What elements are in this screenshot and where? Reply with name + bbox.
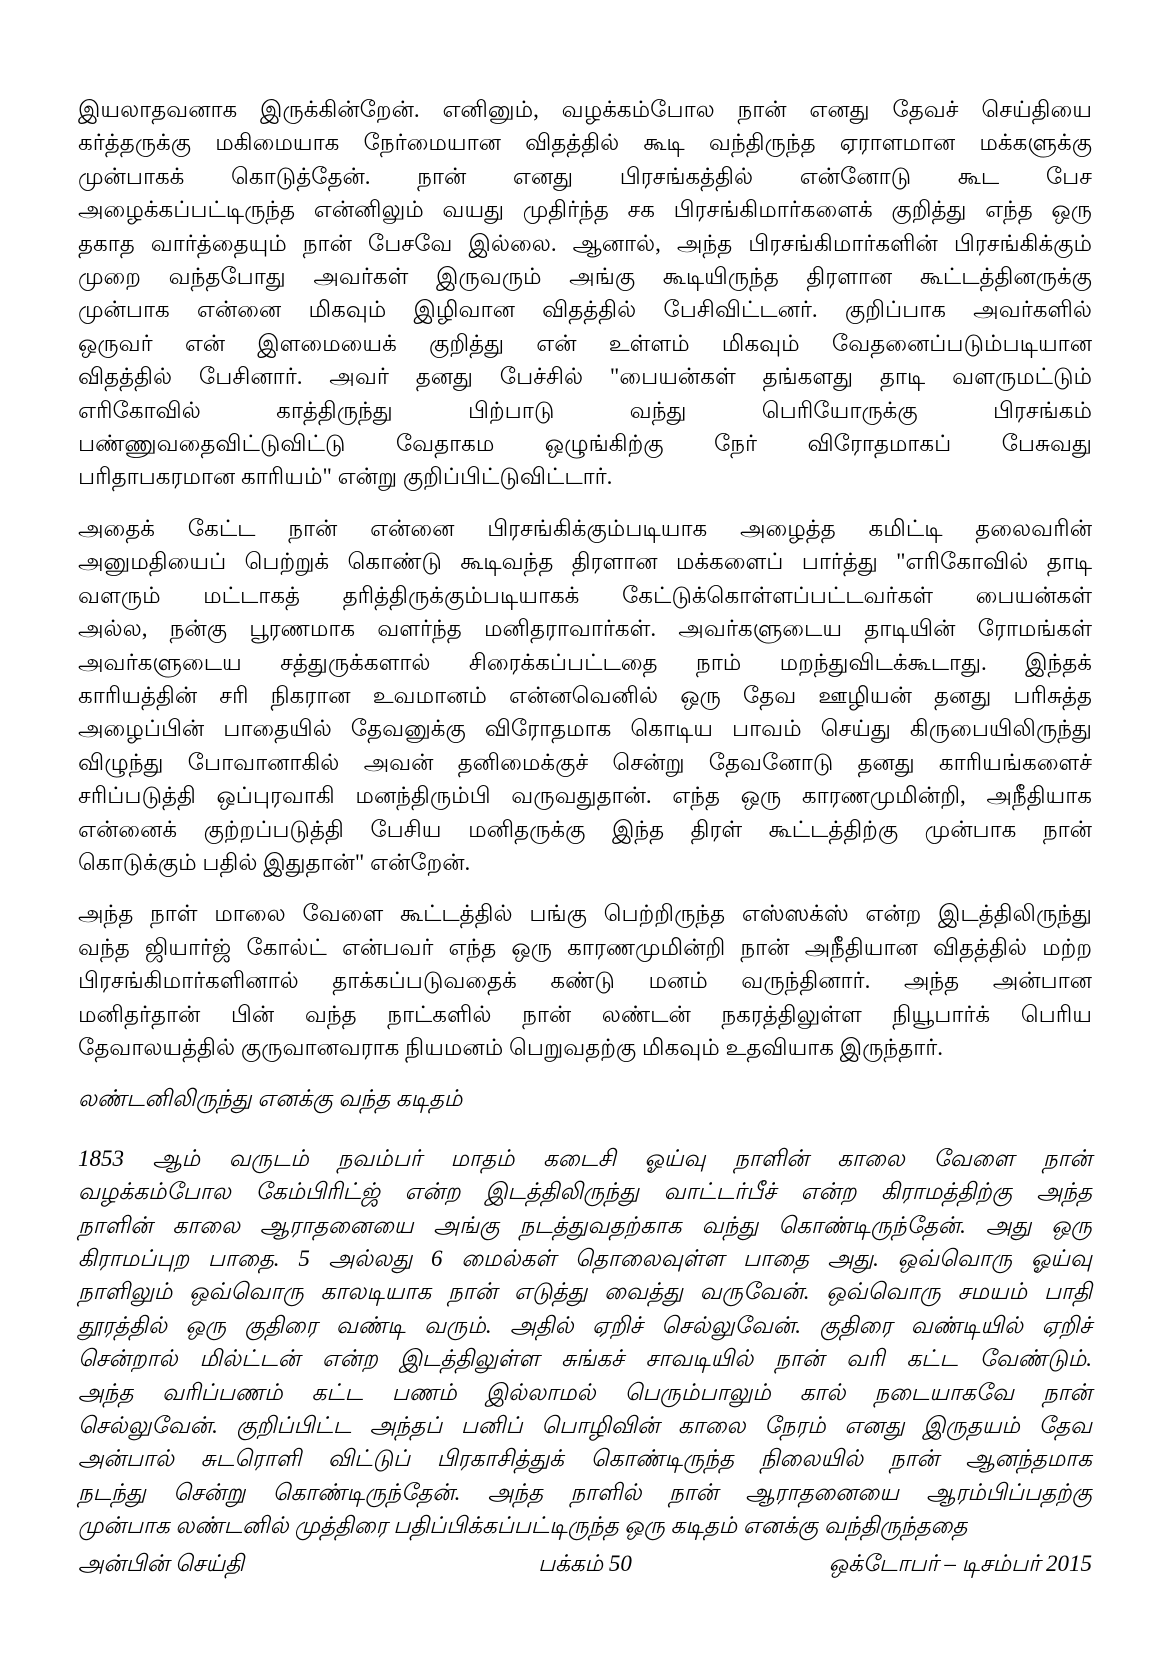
text-line: அழைப்பின் பாதையில் தேவனுக்கு விரோதமாக கொடிய பாவம் செய்து கிருபையிலிருந்து	[78, 716, 1092, 742]
text-line: நாளின் காலை ஆராதனையை அங்கு நடத்துவதற்காக வந்து கொண்டிருந்தேன். அது ஒரு	[78, 1212, 1092, 1238]
text-line: எரிகோவில் காத்திருந்து பிற்பாடு வந்து பெரியோருக்கு பிரசங்கம்	[78, 397, 1092, 423]
text-line: 1853 ஆம் வருடம் நவம்பர் மாதம் கடைசி ஓய்வு நாளின் காலை வேளை நான்	[78, 1145, 1092, 1171]
text-line: என்னைக் குற்றப்படுத்தி பேசிய மனிதருக்கு இந்த திரள் கூட்டத்திற்கு முன்பாக நான்	[78, 816, 1092, 842]
text-line: செல்லுவேன். குறிப்பிட்ட அந்தப் பனிப் பொழிவின் காலை நேரம் எனது இருதயம் தேவ	[78, 1413, 1092, 1439]
paragraph	[78, 93, 1092, 494]
text-line: அந்த நாள் மாலை வேளை கூட்டத்தில் பங்கு பெற்றிருந்த எஸ்ஸக்ஸ் என்ற இடத்திலிருந்து	[78, 901, 1092, 927]
text-line: பரிதாபகரமான காரியம்" என்று குறிப்பிட்டுவிட்டார்.	[78, 464, 613, 490]
text-line: பண்ணுவதைவிட்டுவிட்டு வேதாகம ஒழுங்கிற்கு நேர் விரோதமாகப் பேசுவது	[78, 431, 1092, 457]
text-line: கொடுக்கும் பதில் இதுதான்" என்றேன்.	[78, 849, 471, 875]
text-line: கிராமப்புற பாதை. 5 அல்லது 6 மைல்கள் தொலைவுள்ள பாதை அது. ஒவ்வொரு ஓய்வு	[78, 1246, 1092, 1271]
text-line: விதத்தில் பேசினார். அவர் தனது பேச்சில் "பையன்கள் தங்களது தாடி வளருமட்டும்	[78, 364, 1092, 390]
text-line: நாளிலும் ஒவ்வொரு காலடியாக நான் எடுத்து வைத்து வருவேன். ஒவ்வொரு சமயம் பாதி	[78, 1279, 1092, 1305]
paragraph	[78, 1142, 1092, 1543]
text-line: அந்த வரிப்பணம் கட்ட பணம் இல்லாமல் பெரும்பாலும் கால் நடையாகவே நான்	[78, 1379, 1092, 1405]
text-line: அனுமதியைப் பெற்றுக் கொண்டு கூடிவந்த திரளான மக்களைப் பார்த்து "எரிகோவில் தாடி	[78, 549, 1092, 575]
footer-page-number: பக்கம் 50	[538, 1551, 632, 1576]
text-line: அன்பால் சுடரொளி விட்டுப் பிரகாசித்துக் கொண்டிருந்த நிலையில் நான் ஆனந்தமாக	[78, 1446, 1092, 1472]
text-line: முன்பாக என்னை மிகவும் இழிவான விதத்தில் பேசிவிட்டனர். குறிப்பாக அவர்களில்	[78, 297, 1092, 323]
page-body	[78, 93, 1092, 1561]
text-line: முன்பாகக் கொடுத்தேன். நான் எனது பிரசங்கத்தில் என்னோடு கூட பேச	[78, 163, 1092, 189]
text-line: விழுந்து போவானாகில் அவன் தனிமைக்குச் சென்று தேவனோடு தனது காரியங்களைச்	[78, 749, 1092, 775]
text-line: வளரும் மட்டாகத் தரித்திருக்கும்படியாகக் கேட்டுக்கொள்ளப்பட்டவர்கள் பையன்கள்	[78, 582, 1092, 608]
paragraph	[78, 897, 1092, 1064]
text-line: தூரத்தில் ஒரு குதிரை வண்டி வரும். அதில் ஏறிச் செல்லுவேன். குதிரை வண்டியில் ஏறிச்	[78, 1312, 1092, 1338]
text-line: தேவாலயத்தில் குருவானவராக நியமனம் பெறுவதற்கு மிகவும் உதவியாக இருந்தார்.	[78, 1034, 943, 1060]
footer-journal-title: அன்பின் செய்தி	[78, 1551, 245, 1576]
heading-line: லண்டனிலிருந்து எனக்கு வந்த கடிதம்	[78, 1086, 463, 1112]
footer-issue-date: ஒக்டோபர் – டிசம்பர் 2015	[828, 1551, 1092, 1576]
text-line: அவர்களுடைய சத்துருக்களால் சிரைக்கப்பட்டதை நாம் மறந்துவிடக்கூடாது. இந்தக்	[78, 649, 1092, 675]
section-heading	[78, 1082, 1092, 1115]
text-line: முறை வந்தபோது அவர்கள் இருவரும் அங்கு கூடியிருந்த திரளான கூட்டத்தினருக்கு	[78, 264, 1092, 290]
text-line: சென்றால் மில்ட்டன் என்ற இடத்திலுள்ள சுங்கச் சாவடியில் நான் வரி கட்ட வேண்டும்.	[78, 1346, 1092, 1372]
text-line: அதைக் கேட்ட நான் என்னை பிரசங்கிக்கும்படியாக அழைத்த கமிட்டி தலைவரின்	[78, 515, 1092, 541]
text-line: அழைக்கப்பட்டிருந்த என்னிலும் வயது முதிர்ந்த சக பிரசங்கிமார்களைக் குறித்து எந்த ஒரு	[78, 197, 1092, 223]
text-line: வழக்கம்போல கேம்பிரிட்ஜ் என்ற இடத்திலிருந்து வாட்டர்பீச் என்ற கிராமத்திற்கு அந்த	[78, 1179, 1092, 1205]
text-line: முன்பாக லண்டனில் முத்திரை பதிப்பிக்கப்பட்டிருந்த ஒரு கடிதம் எனக்கு வந்திருந்ததை	[78, 1513, 968, 1539]
text-line: கர்த்தருக்கு மகிமையாக நேர்மையான விதத்தில் கூடி வந்திருந்த ஏராளமான மக்களுக்கு	[78, 130, 1092, 156]
text-line: சரிப்படுத்தி ஒப்புரவாகி மனந்திரும்பி வருவதுதான். எந்த ஒரு காரணமுமின்றி, அநீதியாக	[78, 783, 1092, 809]
text-line: தகாத வார்த்தையும் நான் பேசவே இல்லை. ஆனால், அந்த பிரசங்கிமார்களின் பிரசங்கிக்கும்	[78, 230, 1092, 256]
paragraph	[78, 512, 1092, 879]
text-line: ஒருவர் என் இளமையைக் குறித்து என் உள்ளம் மிகவும் வேதனைப்படும்படியான	[78, 330, 1092, 356]
text-line: அல்ல, நன்கு பூரணமாக வளர்ந்த மனிதராவார்கள். அவர்களுடைய தாடியின் ரோமங்கள்	[78, 616, 1092, 642]
text-line: மனிதர்தான் பின் வந்த நாட்களில் நான் லண்டன் நகரத்திலுள்ள நியூபார்க் பெரிய	[78, 1001, 1092, 1027]
text-line: பிரசங்கிமார்களினால் தாக்கப்படுவதைக் கண்டு மனம் வருந்தினார். அந்த அன்பான	[78, 968, 1092, 994]
text-line: இயலாதவனாக இருக்கின்றேன். எனினும், வழக்கம்போல நான் எனது தேவச் செய்தியை	[78, 97, 1093, 122]
page-footer	[78, 1549, 1092, 1579]
text-line: வந்த ஜியார்ஜ் கோல்ட் என்பவர் எந்த ஒரு காரணமுமின்றி நான் அநீதியான விதத்தில் மற்ற	[78, 934, 1092, 960]
text-line: காரியத்தின் சரி நிகரான உவமானம் என்னவெனில் ஒரு தேவ ஊழியன் தனது பரிசுத்த	[78, 682, 1092, 708]
text-line: நடந்து சென்று கொண்டிருந்தேன். அந்த நாளில் நான் ஆராதனையை ஆரம்பிப்பதற்கு	[78, 1479, 1092, 1505]
